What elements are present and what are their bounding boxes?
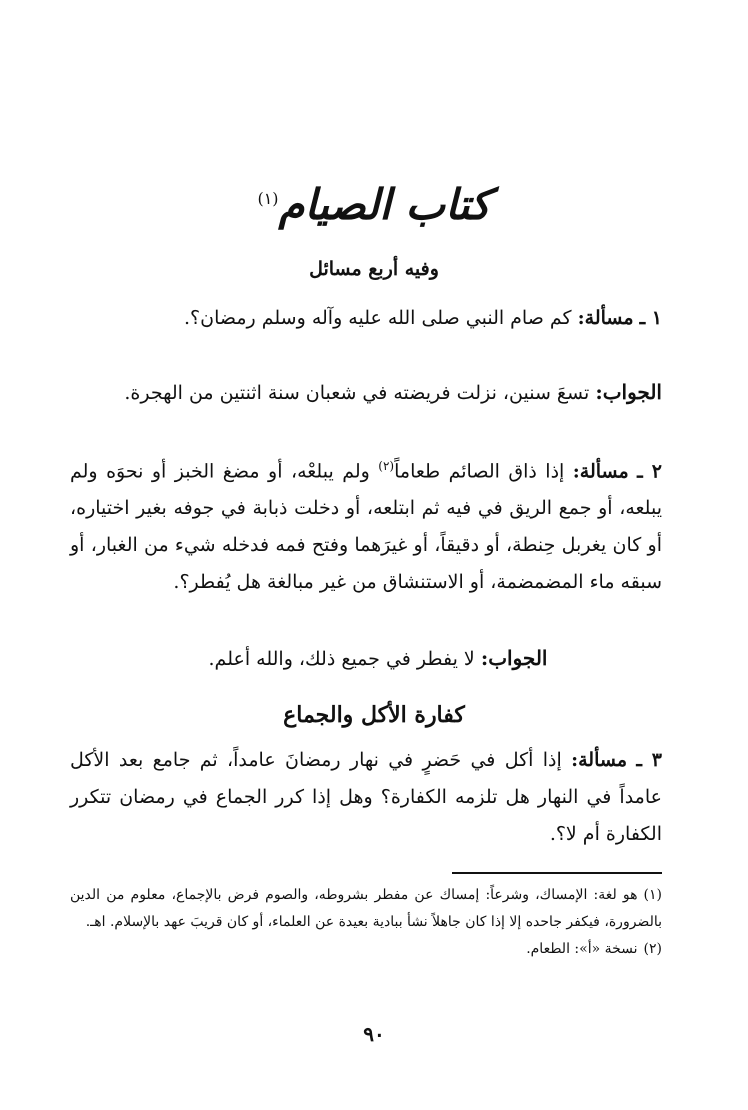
question-3-text: إذا أكل في حَضرٍ في نهار رمضانَ عامداً، ثم جامع بعد الأكل عامداً في النهار هل تلزمه الكفارة؟ وهل إذا كرر الجماع في رمضان تتكرر الكفارة أم لا؟. xyxy=(70,749,662,845)
question-1 xyxy=(70,300,662,337)
answer-2-text: لا يفطر في جميع ذلك، والله أعلم. xyxy=(208,648,475,670)
question-2 xyxy=(70,448,662,601)
question-1-label: مسألة: xyxy=(577,307,634,329)
section-heading: كفارة الأكل والجماع xyxy=(283,702,465,728)
footnote-2-number: (٢) xyxy=(643,941,662,957)
question-2-label: مسألة: xyxy=(572,460,629,483)
footnote-1-number: (١) xyxy=(643,887,662,903)
answer-2-label: الجواب: xyxy=(480,646,548,670)
footnote-2-text: نسخة «أ»: الطعام. xyxy=(526,941,638,957)
question-2-footnote-ref: (٢) xyxy=(378,459,395,473)
footnotes xyxy=(70,882,662,963)
question-3 xyxy=(70,742,662,853)
footnote-1 xyxy=(70,882,662,936)
chapter-title-footnote-ref: (١) xyxy=(257,189,279,208)
question-3-number: ٣ ـ xyxy=(636,749,663,771)
chapter-title-text: كتاب الصيام xyxy=(278,180,491,229)
footnote-1-text: هو لغة: الإمساك، وشرعاً: إمساك عن مفطر بشروطه، والصوم فرض بالإجماع، معلوم من الدين بالضرورة، فيكفر جاحده إلا إذا كان جاهلاً نشأ ببادية بعيدة عن العلماء، أو كان قريبَ عهد بالإسلام. اهـ. xyxy=(70,887,662,930)
answer-1-label: الجواب: xyxy=(595,380,662,404)
question-2-text-start: إذا ذاق الصائم طعاماً xyxy=(394,460,565,483)
question-1-text: كم صام النبي صلى الله عليه وآله وسلم رمضان؟. xyxy=(184,307,572,329)
footnote-2 xyxy=(70,936,662,963)
question-2-text-end: ولم يبلعْه، أو مضغ الخبز أو نحوَه ولم يبلعه، أو جمع الريق في فيه ثم ابتلعه، أو دخلت ذبابة في جوفه بغير اختياره، أو كان يغربل حِنطة، أو دقيقاً، أو غيرَهما وفتح فمه فدخله شيء من الغبار، أو سبقه ماء المضمضمة، أو الاستنشاق من غير مبالغة هل يُفطر؟. xyxy=(70,460,662,594)
page-number: ٩٠ xyxy=(363,1022,385,1046)
answer-1 xyxy=(70,374,662,412)
question-1-number: ١ ـ xyxy=(639,307,662,329)
chapter-title xyxy=(0,180,748,229)
footnote-divider xyxy=(452,872,662,874)
question-3-label: مسألة: xyxy=(571,749,627,771)
chapter-subtitle: وفيه أربع مسائل xyxy=(309,258,439,280)
question-2-number: ٢ ـ xyxy=(637,460,662,483)
answer-1-text: تسعَ سنين، نزلت فريضته في شعبان سنة اثنتين من الهجرة. xyxy=(124,382,590,404)
answer-2 xyxy=(108,640,648,678)
